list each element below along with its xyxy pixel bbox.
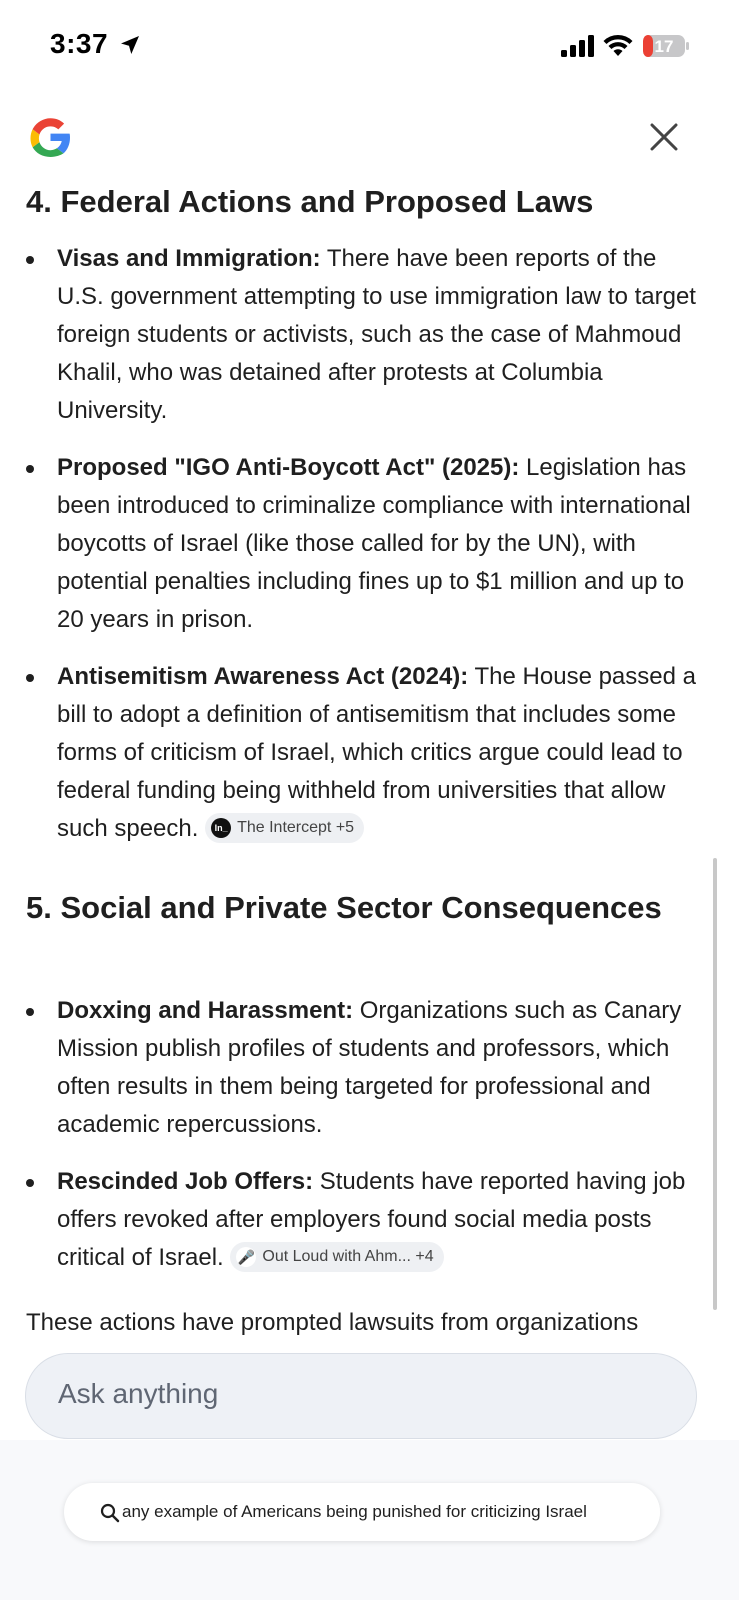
ask-placeholder: Ask anything xyxy=(58,1378,219,1409)
google-g-icon[interactable] xyxy=(24,111,76,163)
close-icon[interactable] xyxy=(646,119,682,155)
source-chip[interactable] xyxy=(205,813,364,843)
query-pill[interactable] xyxy=(64,1483,660,1541)
answer-content xyxy=(0,176,720,1338)
section-list xyxy=(0,992,720,1296)
query-text: any example of Americans being punished for criticizing Israel xyxy=(122,1502,587,1521)
source-chip-label: Out Loud with Ahm... +4 xyxy=(262,1247,434,1265)
section-heading: 5. Social and Private Sector Consequences xyxy=(26,890,662,925)
item-text: There have been reports of the U.S. government attempting to use immigration law to target foreign students or activists, such as the case of Mahmoud Khalil, who was detained after protests at Columbia University. xyxy=(57,245,696,424)
list-item xyxy=(0,1163,720,1277)
section-heading: 4. Federal Actions and Proposed Laws xyxy=(26,184,594,219)
query-fade xyxy=(600,1483,660,1541)
section-list xyxy=(0,240,720,867)
source-chip[interactable] xyxy=(230,1242,443,1272)
list-item xyxy=(0,449,720,639)
item-text: The House passed a bill to adopt a definition of antisemitism that includes some forms of criticism of Israel, which critics argue could lead to federal funding being withheld from universities that allow such speech. xyxy=(57,663,696,842)
status-bar xyxy=(0,0,739,90)
battery-level: 17 xyxy=(654,37,674,56)
item-title: Antisemitism Awareness Act (2024): xyxy=(57,663,469,690)
status-time: 3:37 xyxy=(50,28,109,59)
list-item xyxy=(0,658,720,848)
scrollbar[interactable] xyxy=(713,858,717,1310)
location-arrow-icon xyxy=(118,33,142,57)
intercept-logo-icon: In_ xyxy=(211,818,231,838)
microphone-icon: 🎤 xyxy=(237,1248,256,1265)
item-text: Legislation has been introduced to criminalize compliance with international boycotts of Israel (like those called for by the UN), with potential penalties including fines up to $1 million and up to 20 years in prison. xyxy=(57,454,691,633)
trailing-paragraph: These actions have prompted lawsuits from organizations xyxy=(26,1309,639,1336)
list-item xyxy=(0,240,720,430)
cellular-signal-icon xyxy=(560,34,594,58)
item-text: Students have reported having job offers revoked after employers found social media posts critical of Israel. xyxy=(57,1168,686,1271)
item-title: Visas and Immigration: xyxy=(57,245,321,272)
list-item xyxy=(0,992,720,1144)
item-text: Organizations such as Canary Mission publish profiles of students and professors, which often results in them being targeted for professional and academic repercussions. xyxy=(57,997,682,1138)
source-chip-label: The Intercept +5 xyxy=(237,818,355,836)
item-title: Proposed "IGO Anti-Boycott Act" (2025): xyxy=(57,454,520,481)
ask-input[interactable] xyxy=(25,1353,697,1439)
battery-icon xyxy=(642,33,690,59)
item-title: Doxxing and Harassment: xyxy=(57,997,354,1024)
wifi-icon xyxy=(602,32,634,58)
item-title: Rescinded Job Offers: xyxy=(57,1168,314,1195)
search-icon xyxy=(100,1503,120,1523)
